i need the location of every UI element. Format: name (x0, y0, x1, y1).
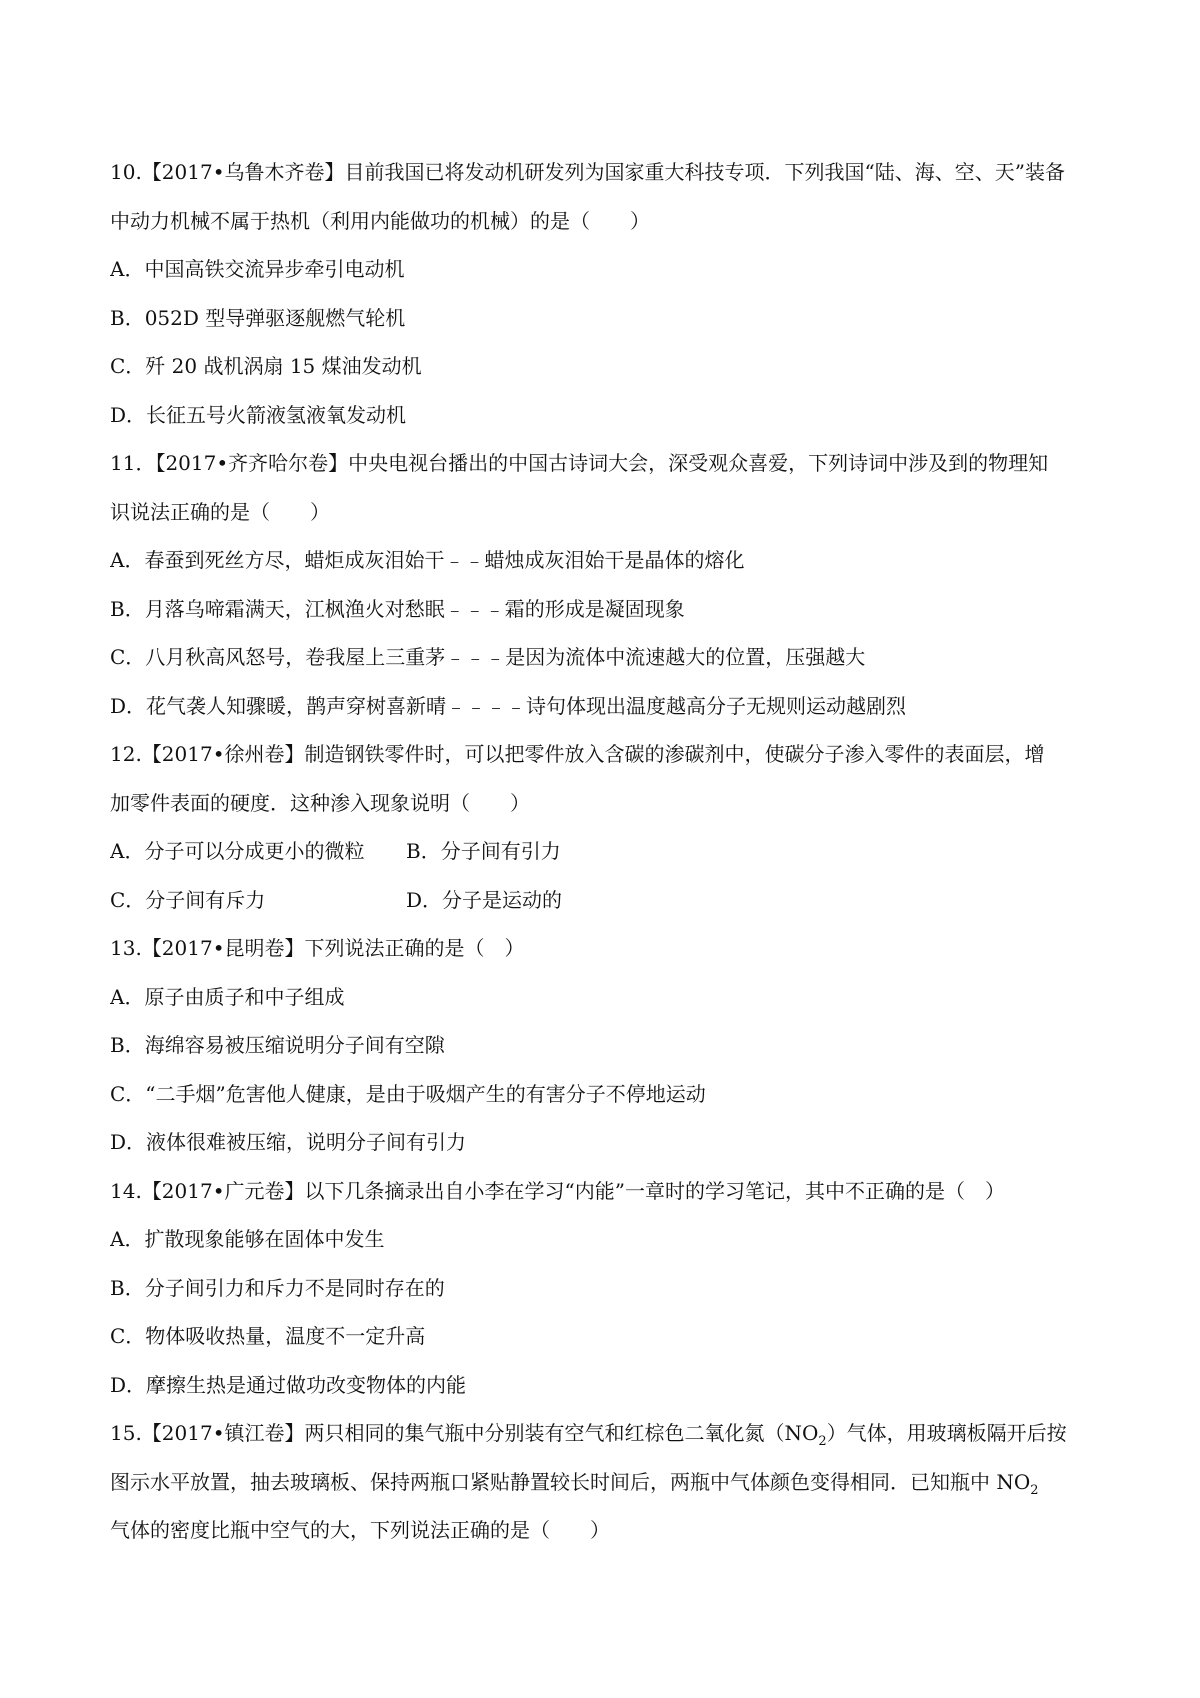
stem-text: ）气体，用玻璃板隔开后按 (826, 1421, 1067, 1445)
option-d: D．长征五号火箭液氢液氧发动机 (110, 402, 407, 427)
question-stem-line: 识说法正确的是（ ） (110, 499, 330, 524)
question-10 (110, 148, 1100, 439)
option-d: D．分子是运动的 (406, 887, 563, 912)
stem-text: 15.【2017•镇江卷】两只相同的集气瓶中分别装有空气和红棕色二氧化氮（NO (110, 1421, 819, 1445)
option-a: A．中国高铁交流异步牵引电动机 (110, 257, 405, 281)
question-stem-line (110, 1409, 1100, 1458)
option-b: B．052D 型导弹驱逐舰燃气轮机 (110, 305, 406, 330)
question-stem-line: 14.【2017•广元卷】以下几条摘录出自小李在学习“内能”一章时的学习笔记，其中不正确的是（ ） (110, 1178, 1005, 1203)
question-13 (110, 924, 1100, 1167)
question-stem-line (110, 1458, 1100, 1507)
option-a: A．分子可以分成更小的微粒 (110, 839, 365, 863)
question-stem-line: 气体的密度比瓶中空气的大，下列说法正确的是（ ） (110, 1518, 610, 1542)
subscript: 2 (818, 1434, 827, 1449)
question-stem-line: 13.【2017•昆明卷】下列说法正确的是（ ） (110, 936, 525, 960)
question-stem-line: 11．【2017•齐齐哈尔卷】中央电视台播出的中国古诗词大会，深受观众喜爱，下列诗词中涉及到的物理知 (110, 451, 1049, 475)
option-b: B．海绵容易被压缩说明分子间有空隙 (110, 1033, 445, 1057)
option-b: B．分子间有引力 (406, 839, 561, 863)
option-c: C．分子间有斥力 (110, 887, 266, 912)
option-row (110, 827, 1100, 876)
option-c: C．“二手烟”危害他人健康，是由于吸烟产生的有害分子不停地运动 (110, 1081, 706, 1106)
option-d: D．液体很难被压缩，说明分子间有引力 (110, 1130, 467, 1154)
option-b: B．月落乌啼霜满天，江枫渔火对愁眠﹣﹣﹣霜的形成是凝固现象 (110, 596, 685, 621)
option-d: D．摩擦生热是通过做功改变物体的内能 (110, 1372, 467, 1397)
option-a: A．扩散现象能够在固体中发生 (110, 1227, 385, 1251)
question-stem-line: 加零件表面的硬度．这种渗入现象说明（ ） (110, 790, 530, 815)
option-a: A．原子由质子和中子组成 (110, 984, 345, 1009)
option-b: B．分子间引力和斥力不是同时存在的 (110, 1275, 445, 1300)
question-11 (110, 439, 1100, 730)
option-c: C．物体吸收热量，温度不一定升高 (110, 1324, 426, 1348)
question-stem-line: 12.【2017•徐州卷】制造钢铁零件时，可以把零件放入含碳的渗碳剂中，使碳分子渗入零件的表面层，增 (110, 742, 1045, 766)
option-c: C．八月秋高风怒号，卷我屋上三重茅﹣﹣﹣是因为流体中流速越大的位置，压强越大 (110, 645, 866, 669)
subscript: 2 (1030, 1482, 1039, 1498)
question-12 (110, 730, 1100, 924)
stem-text: 图示水平放置，抽去玻璃板、保持两瓶口紧贴静置较长时间后，两瓶中气体颜色变得相同．已知瓶中 NO (110, 1469, 1031, 1494)
question-15 (110, 1409, 1100, 1555)
exam-page (110, 148, 1100, 1555)
option-c: C．歼 20 战机涡扇 15 煤油发动机 (110, 354, 422, 378)
option-row (110, 876, 1100, 925)
option-a: A．春蚕到死丝方尽，蜡炬成灰泪始干﹣﹣蜡烛成灰泪始干是晶体的熔化 (110, 548, 745, 572)
question-stem-line: 10.【2017•乌鲁木齐卷】目前我国已将发动机研发列为国家重大科技专项．下列我国“陆、海、空、天”装备 (110, 160, 1065, 184)
question-stem-line: 中动力机械不属于热机（利用内能做功的机械）的是（ ） (110, 208, 650, 233)
question-14 (110, 1167, 1100, 1410)
option-d: D．花气袭人知骤暖，鹊声穿树喜新晴﹣﹣﹣﹣诗句体现出温度越高分子无规则运动越剧烈 (110, 693, 907, 718)
